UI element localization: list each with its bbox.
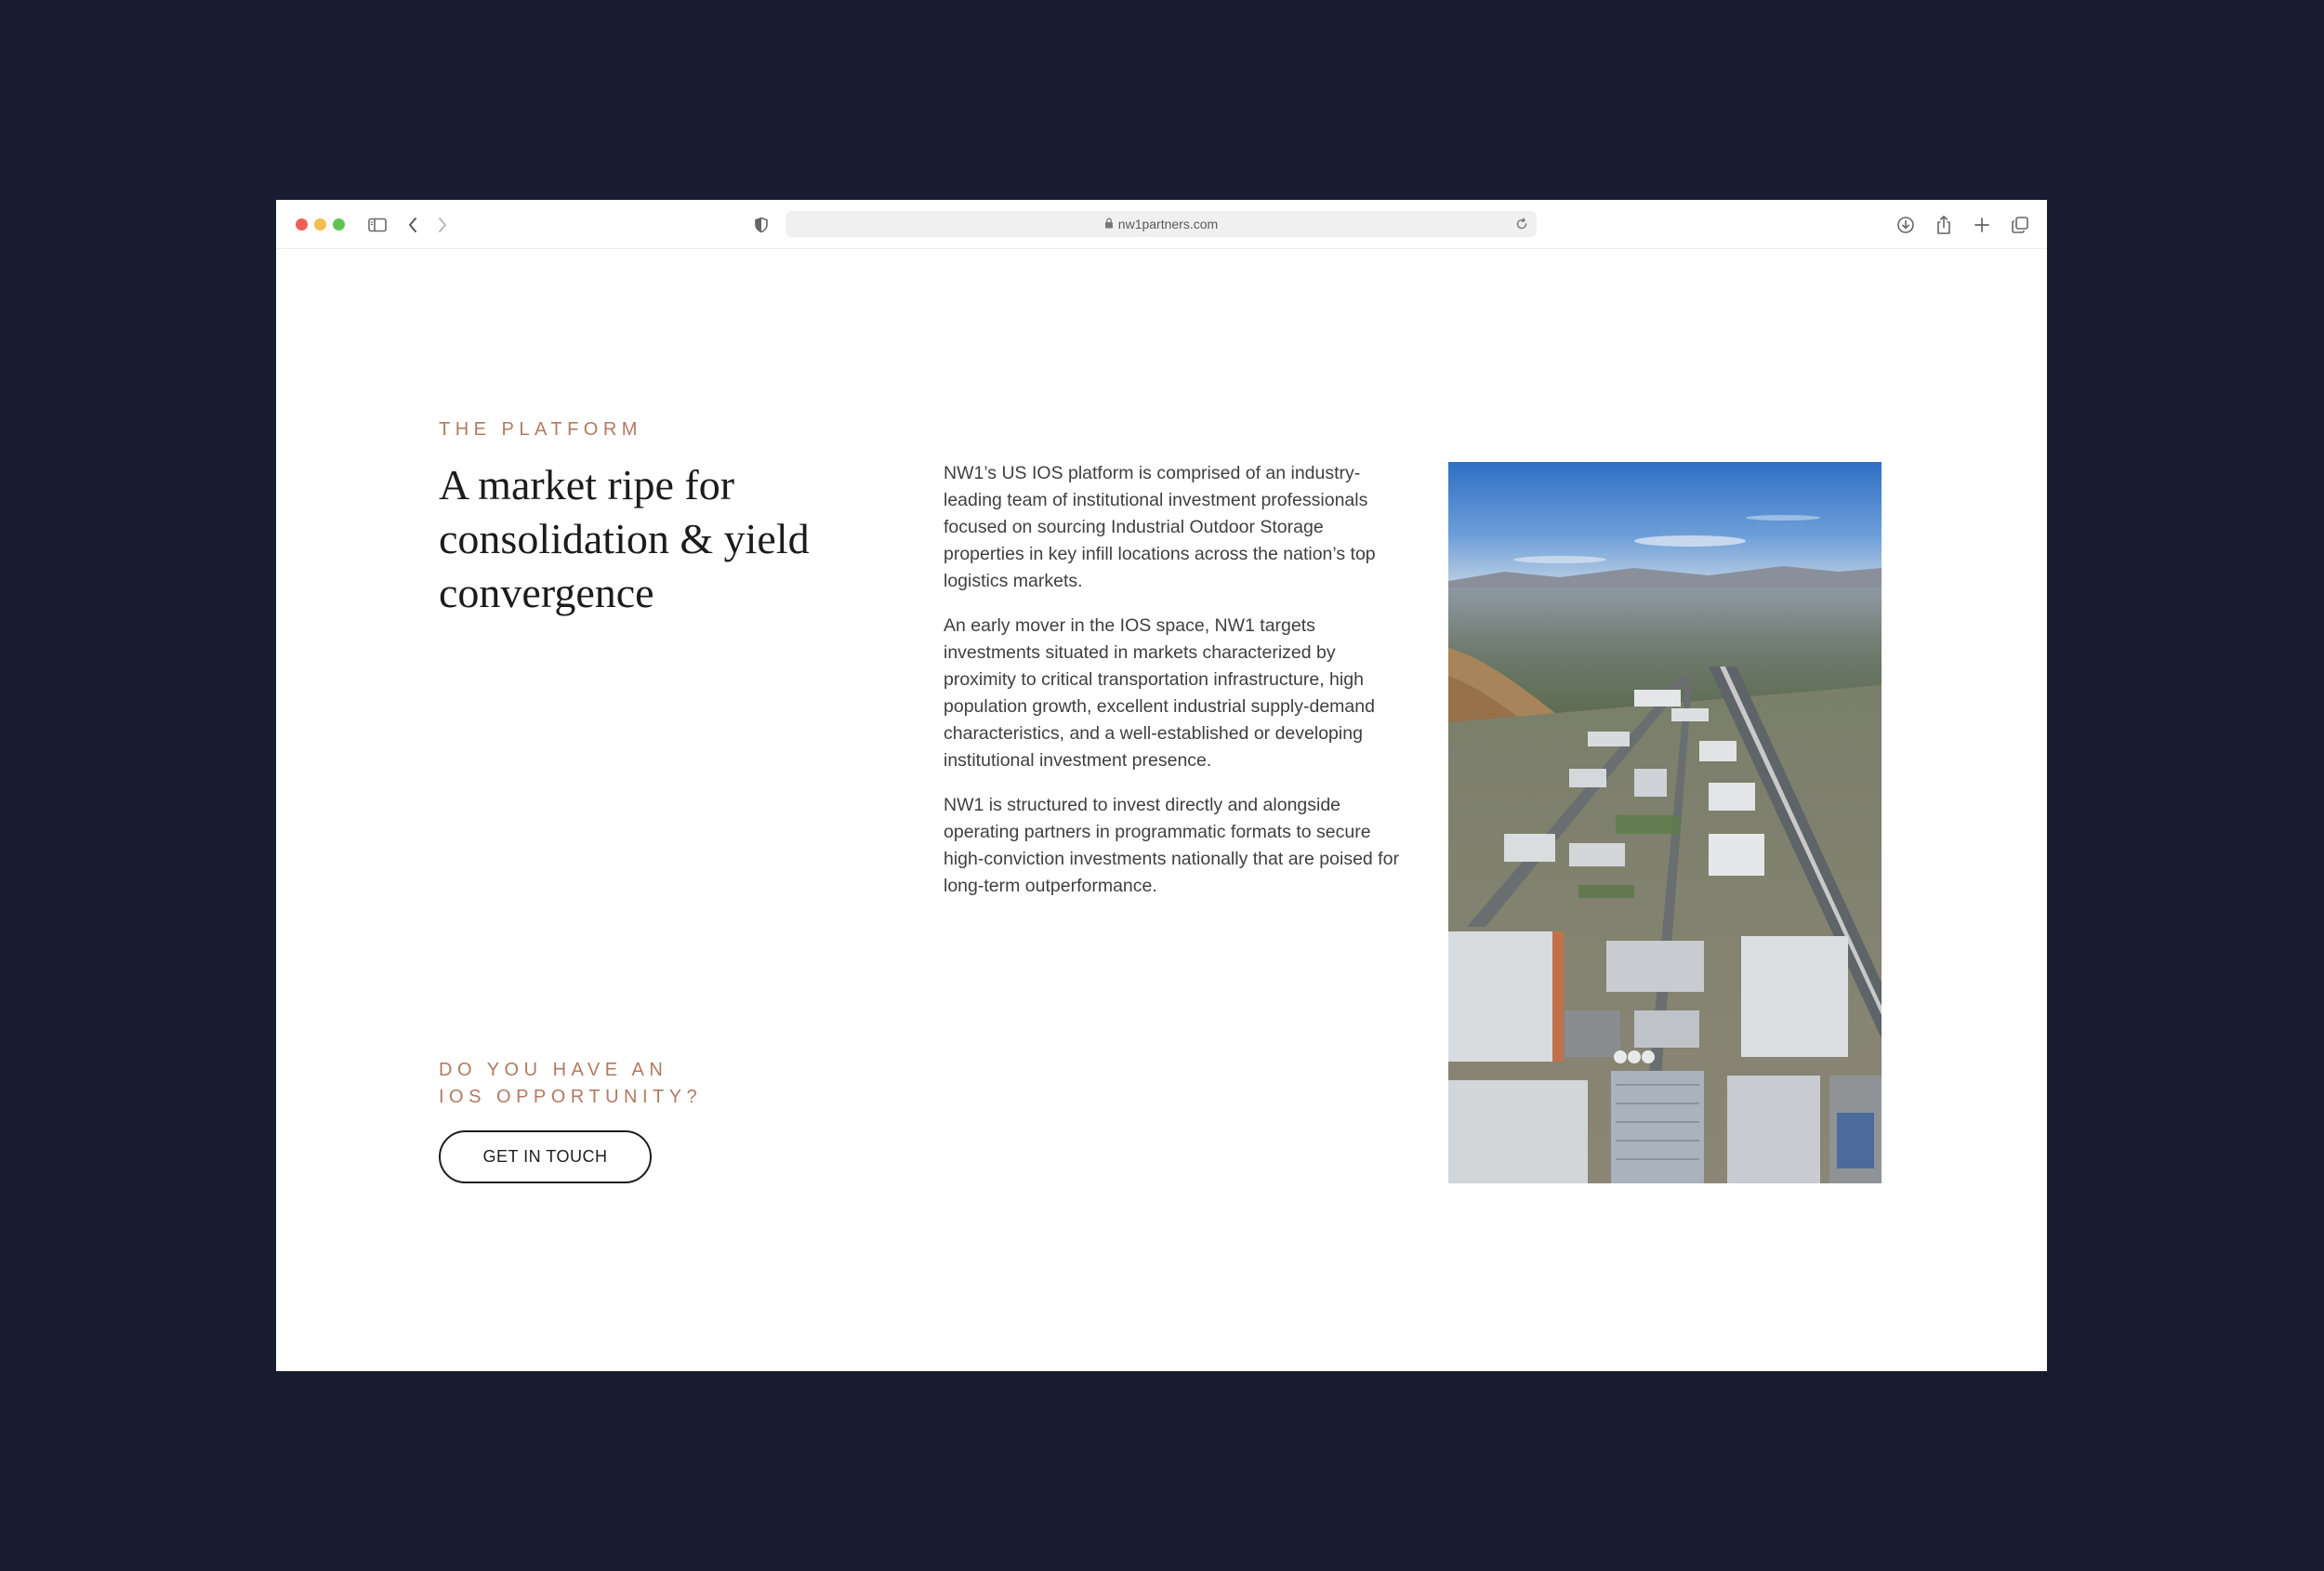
get-in-touch-button[interactable]: GET IN TOUCH: [439, 1130, 652, 1183]
body-paragraph-3: NW1 is structured to invest directly and alongside operating partners in programmatic formats to secure high-conviction investments nationally that are poised for long-term outperformance.: [944, 795, 1399, 896]
share-icon[interactable]: [1932, 213, 1956, 237]
body-paragraph-2: An early mover in the IOS space, NW1 targets investments situated in markets characterized by proximity to critical transportation infrastructure, high population growth, excellent industrial supply-demand characteristics, and a well-established or developing institutional investment presence.: [944, 615, 1375, 771]
plus-icon[interactable]: [1970, 213, 1994, 237]
section-headline: A market ripe for consolidation & yield convergence: [439, 461, 810, 616]
chevron-right-icon[interactable]: [430, 213, 455, 237]
body-paragraph-1: NW1’s US IOS platform is comprised of an industry-leading team of institutional investment professionals focused on sourcing Industrial Outdoor Storage properties in key infill locations across the nation’s top logistics markets.: [944, 463, 1376, 591]
download-icon[interactable]: [1894, 213, 1918, 237]
section-eyebrow: THE PLATFORM: [439, 419, 642, 440]
address-bar[interactable]: [786, 211, 1537, 237]
lock-icon: [1104, 217, 1114, 231]
browser-toolbar: [276, 200, 2047, 249]
minimize-window-button[interactable]: [314, 218, 326, 231]
cta-eyebrow-line-2: IOS OPPORTUNITY?: [439, 1087, 703, 1107]
privacy-shield-icon[interactable]: [749, 213, 773, 237]
browser-window: [276, 200, 2047, 1371]
tab-overview-icon[interactable]: [2008, 213, 2032, 237]
chevron-left-icon[interactable]: [401, 213, 425, 237]
reload-icon[interactable]: [1512, 215, 1531, 233]
address-url: nw1partners.com: [1117, 217, 1219, 231]
body-copy: [944, 460, 1399, 918]
close-window-button[interactable]: [296, 218, 308, 231]
aerial-industrial-photo: [1448, 462, 1882, 1183]
cta-eyebrow: [439, 1057, 773, 1111]
cta-eyebrow-line-1: DO YOU HAVE AN: [439, 1060, 668, 1080]
zoom-window-button[interactable]: [333, 218, 345, 231]
sidebar-toggle-icon[interactable]: [365, 213, 390, 237]
